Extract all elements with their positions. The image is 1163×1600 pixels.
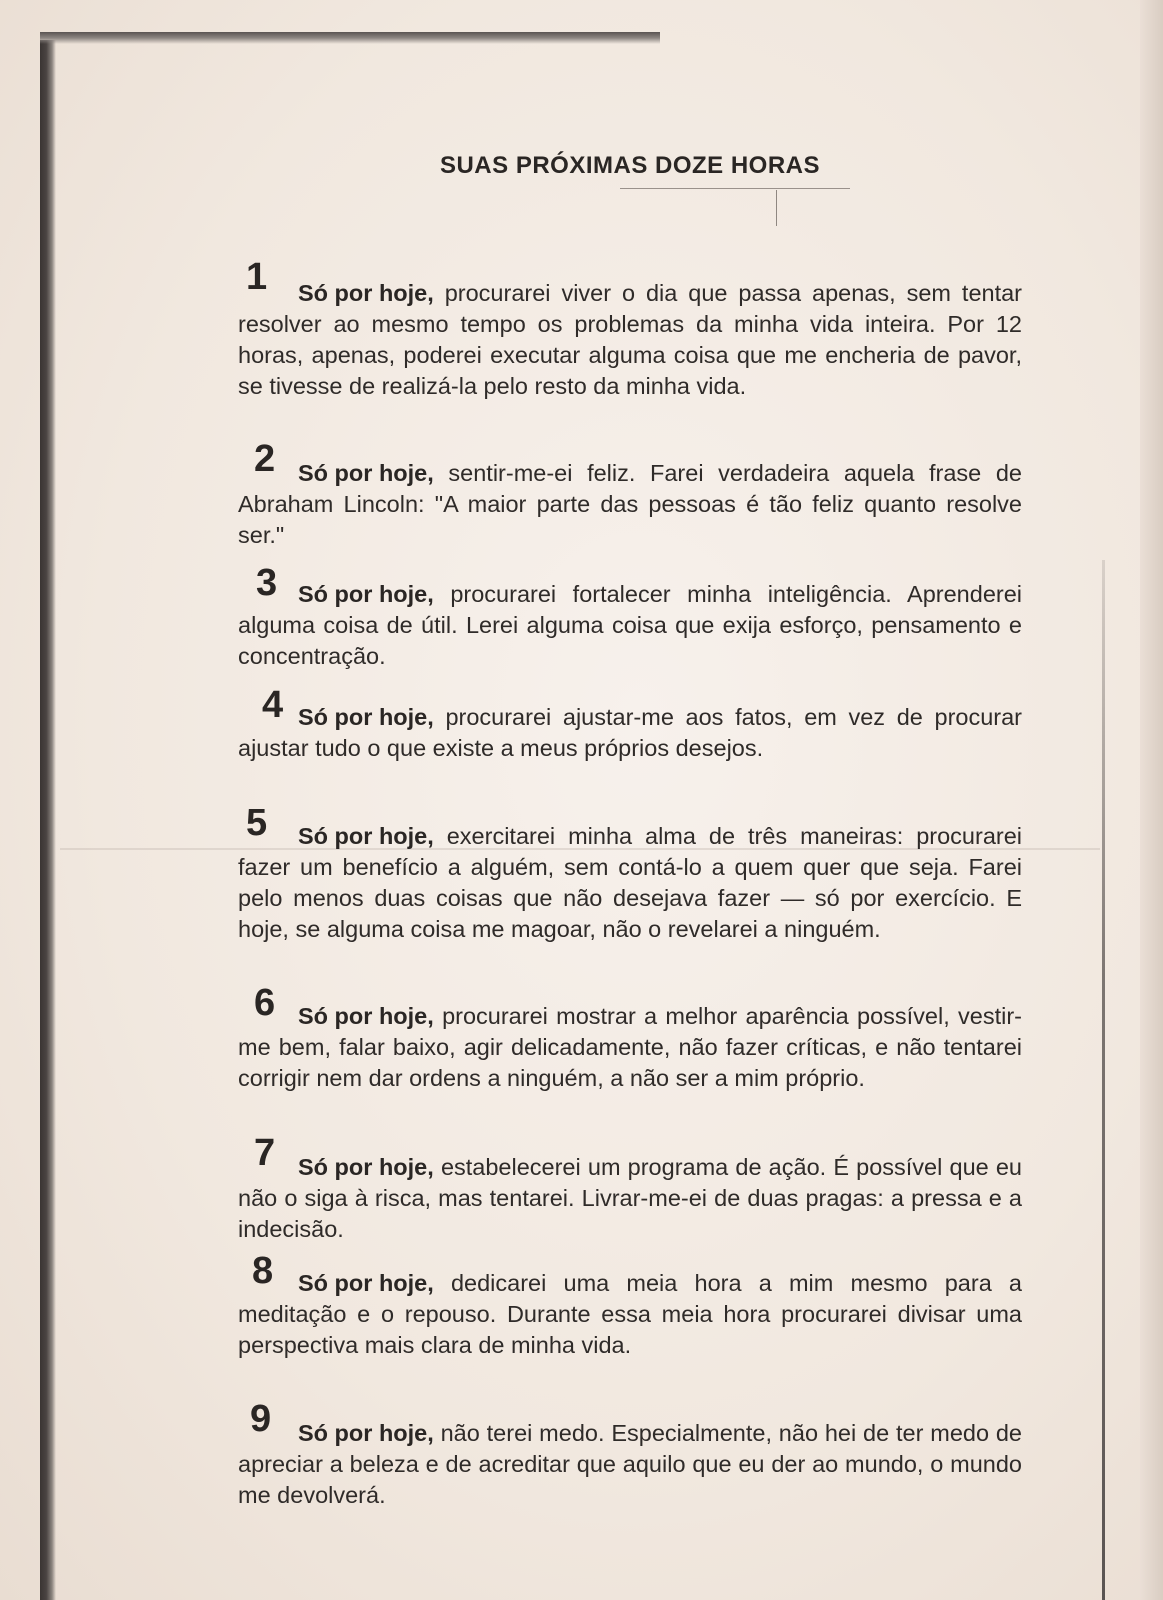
item-lead: Só por hoje, (298, 1270, 434, 1296)
list-item-7 (238, 1152, 1022, 1245)
item-lead: Só por hoje, (298, 460, 434, 486)
item-number-2: 2 (254, 438, 276, 480)
list-item-4 (238, 702, 1022, 764)
item-lead: Só por hoje, (298, 280, 434, 306)
item-text: estabelecerei um programa de ação. É possível que eu não o siga à risca, mas tentarei. Livrar-me-ei de duas pragas: a pressa e a indecisão. (238, 1154, 1022, 1242)
item-text: procurarei mostrar a melhor aparência possível, vestir-me bem, falar baixo, agir delicadamente, não fazer críticas, e não tentarei corrigir nem dar ordens a ninguém, a não ser a mim próprio. (238, 1003, 1022, 1091)
item-number-8: 8 (252, 1250, 274, 1292)
item-number-9: 9 (250, 1398, 272, 1440)
item-text: procurarei viver o dia que passa apenas, sem tentar resolver ao mesmo tempo os problemas da minha vida inteira. Por 12 horas, apenas, poderei executar alguma coisa que me encheria de pavor, se tivesse de realizá-la pelo resto da minha vida. (238, 280, 1023, 399)
list-item-8 (238, 1268, 1022, 1361)
title-tick (776, 190, 777, 226)
title-rule (620, 188, 850, 189)
item-number-4: 4 (262, 684, 284, 726)
right-border-line (1102, 560, 1105, 1600)
item-number-7: 7 (254, 1132, 276, 1174)
list-item-6 (238, 1001, 1022, 1094)
item-lead: Só por hoje, (298, 1420, 434, 1446)
top-border-shadow (40, 32, 660, 44)
item-number-5: 5 (246, 802, 268, 844)
item-text: procurarei fortalecer minha inteligência. Aprenderei alguma coisa de útil. Lerei alguma coisa que exija esforço, pensamento e concentração. (238, 581, 1023, 669)
page-title: SUAS PRÓXIMAS DOZE HORAS (439, 152, 821, 179)
list-item-2 (238, 458, 1022, 551)
left-border-shadow (40, 40, 56, 1600)
item-lead: Só por hoje, (298, 704, 434, 730)
item-text: sentir-me-ei feliz. Farei verdadeira aquela frase de Abraham Lincoln: "A maior parte das pessoas é tão feliz quanto resolve ser." (238, 460, 1023, 548)
right-paper-edge (1140, 0, 1163, 1600)
item-number-3: 3 (256, 562, 278, 604)
item-lead: Só por hoje, (298, 823, 434, 849)
list-item-5 (238, 821, 1022, 945)
item-text: exercitarei minha alma de três maneiras: procurarei fazer um benefício a alguém, sem contá-lo a quem quer que seja. Farei pelo menos duas coisas que não desejava fazer — só por exercício. E hoje, se alguma coisa me magoar, não o revelarei a ninguém. (238, 823, 1023, 942)
list-item-1 (238, 278, 1022, 402)
list-item-3 (238, 579, 1022, 672)
item-lead: Só por hoje, (298, 1154, 434, 1180)
item-text: dedicarei uma meia hora a mim mesmo para a meditação e o repouso. Durante essa meia hora procurarei divisar uma perspectiva mais clara de minha vida. (238, 1270, 1023, 1358)
item-lead: Só por hoje, (298, 1003, 434, 1029)
item-text: procurarei ajustar-me aos fatos, em vez de procurar ajustar tudo o que existe a meus próprios desejos. (238, 704, 1023, 761)
list-item-9 (238, 1418, 1022, 1511)
item-lead: Só por hoje, (298, 581, 434, 607)
item-text: não terei medo. Especialmente, não hei de ter medo de apreciar a beleza e de acreditar que aquilo que eu der ao mundo, o mundo me devolverá. (238, 1420, 1022, 1508)
item-number-6: 6 (254, 982, 276, 1024)
item-number-1: 1 (246, 256, 268, 298)
